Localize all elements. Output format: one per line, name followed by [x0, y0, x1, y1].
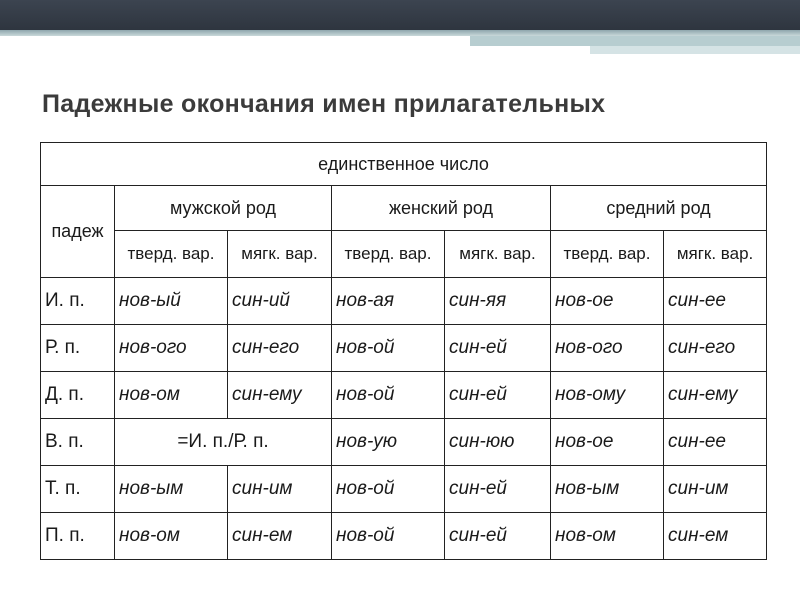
table-row — [41, 513, 767, 560]
ending-cell: син-им — [228, 466, 332, 513]
number-header: единственное число — [41, 143, 767, 186]
ending-cell: син-ее — [664, 278, 767, 325]
ending-cell: син-его — [228, 325, 332, 372]
ending-cell: син-ей — [445, 325, 551, 372]
case-label: Р. п. — [41, 325, 115, 372]
ending-cell: син-его — [664, 325, 767, 372]
table-row — [41, 325, 767, 372]
ending-cell: син-ему — [228, 372, 332, 419]
ending-cell: нов-ого — [115, 325, 228, 372]
case-header: падеж — [41, 186, 115, 278]
case-label: И. п. — [41, 278, 115, 325]
ending-cell: нов-ому — [551, 372, 664, 419]
case-label: Д. п. — [41, 372, 115, 419]
variant-header-row — [41, 231, 767, 278]
variant-header: мягк. вар. — [664, 231, 767, 278]
decorative-stripe-small — [590, 46, 800, 54]
case-label: П. п. — [41, 513, 115, 560]
top-banner — [0, 0, 800, 30]
ending-cell: нов-ым — [551, 466, 664, 513]
ending-cell: син-ей — [445, 513, 551, 560]
ending-cell: син-им — [664, 466, 767, 513]
variant-header: тверд. вар. — [332, 231, 445, 278]
number-header-row — [41, 143, 767, 186]
adjective-endings-table — [40, 142, 767, 560]
table-row — [41, 466, 767, 513]
ending-cell: нов-ую — [332, 419, 445, 466]
slide-title: Падежные окончания имен прилагательных — [42, 90, 606, 118]
decorative-stripe — [470, 36, 800, 46]
gender-masculine: мужской род — [115, 186, 332, 231]
case-label: В. п. — [41, 419, 115, 466]
gender-neuter: средний род — [551, 186, 767, 231]
ending-cell: нов-ым — [115, 466, 228, 513]
gender-feminine: женский род — [332, 186, 551, 231]
table-row — [41, 419, 767, 466]
ending-cell: нов-ое — [551, 419, 664, 466]
gender-header-row — [41, 186, 767, 231]
table-row — [41, 278, 767, 325]
ending-cell: син-ей — [445, 466, 551, 513]
ending-cell: син-ем — [228, 513, 332, 560]
ending-cell: син-ее — [664, 419, 767, 466]
ending-cell: нов-ой — [332, 325, 445, 372]
ending-cell: нов-ом — [115, 513, 228, 560]
ending-cell: син-юю — [445, 419, 551, 466]
ending-cell: нов-ой — [332, 513, 445, 560]
variant-header: тверд. вар. — [115, 231, 228, 278]
ending-cell: син-ей — [445, 372, 551, 419]
ending-cell: син-ему — [664, 372, 767, 419]
table-row — [41, 372, 767, 419]
ending-cell: нов-ый — [115, 278, 228, 325]
ending-cell: нов-ом — [551, 513, 664, 560]
ending-cell: нов-ой — [332, 372, 445, 419]
variant-header: мягк. вар. — [445, 231, 551, 278]
ending-cell: нов-ой — [332, 466, 445, 513]
variant-header: мягк. вар. — [228, 231, 332, 278]
ending-cell: син-яя — [445, 278, 551, 325]
case-label: Т. п. — [41, 466, 115, 513]
ending-cell: нов-ого — [551, 325, 664, 372]
ending-cell: син-ий — [228, 278, 332, 325]
merged-ending-cell: =И. п./Р. п. — [115, 419, 332, 466]
ending-cell: син-ем — [664, 513, 767, 560]
ending-cell: нов-ом — [115, 372, 228, 419]
ending-cell: нов-ое — [551, 278, 664, 325]
variant-header: тверд. вар. — [551, 231, 664, 278]
ending-cell: нов-ая — [332, 278, 445, 325]
